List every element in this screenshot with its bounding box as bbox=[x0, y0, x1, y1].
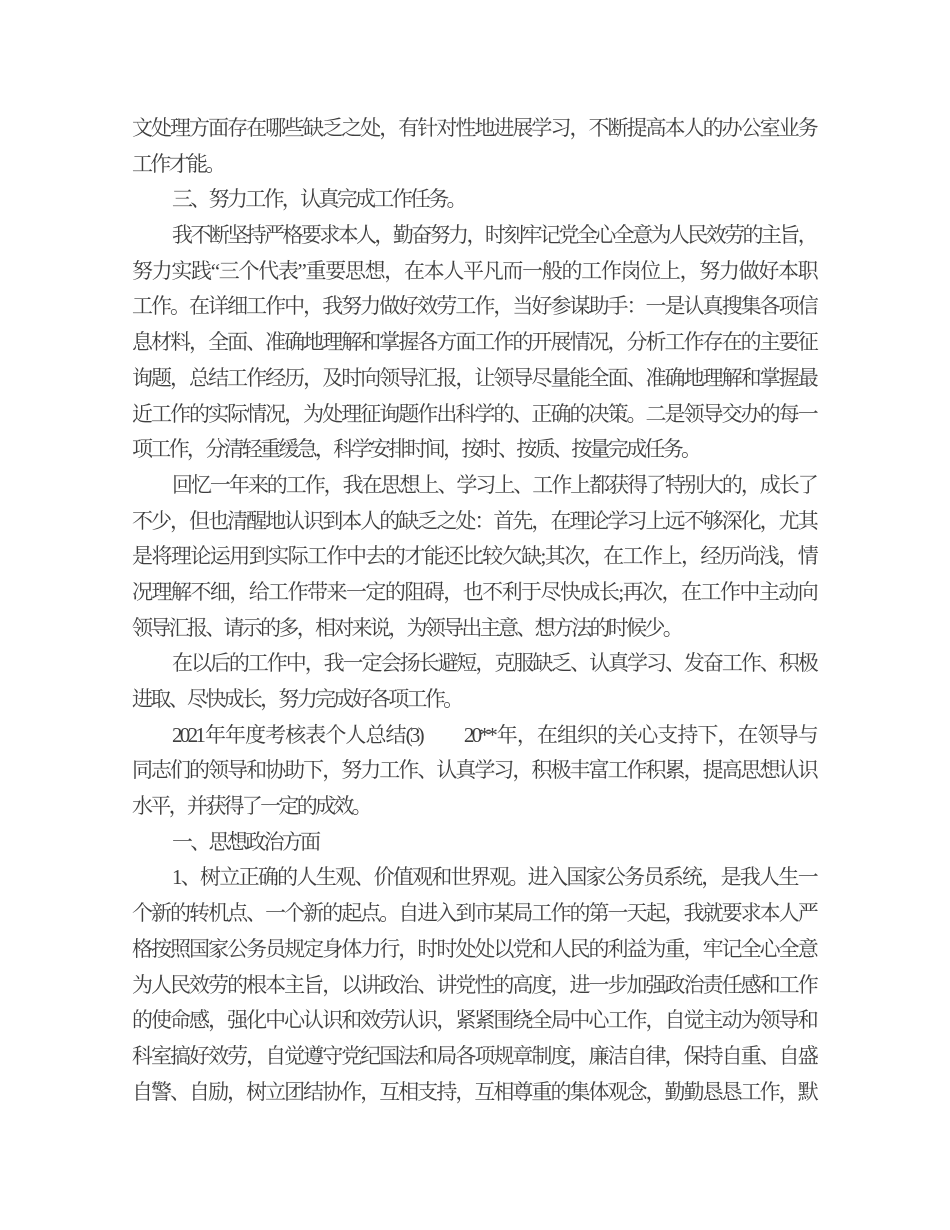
text-line: 近工作的实际情况，为处理征询题作出科学的、正确的决策。二是领导交办的每一 bbox=[132, 401, 816, 426]
text-line: 工作才能。 bbox=[132, 151, 224, 176]
text-column bbox=[132, 111, 816, 1110]
text-line: 不少，但也清醒地认识到本人的缺乏之处：首先，在理论学习上远不够深化，尤其 bbox=[132, 508, 816, 533]
text-line: 2021年年度考核表个人总结(3) 20**年，在组织的关心支持下，在领导与 bbox=[172, 722, 816, 747]
text-line: 格按照国家公务员规定身体力行，时时处处以党和人民的利益为重，牢记全心全意 bbox=[132, 936, 816, 961]
text-line: 水平，并获得了一定的成效。 bbox=[132, 794, 370, 819]
text-line: 是将理论运用到实际工作中去的才能还比较欠缺;其次，在工作上，经历尚浅，情 bbox=[132, 544, 816, 569]
text-line: 领导汇报、请示的多，相对来说，为领导出主意、想方法的时候少。 bbox=[132, 615, 681, 640]
text-line: 文处理方面存在哪些缺乏之处，有针对性地进展学习，不断提高本人的办公室业务 bbox=[132, 116, 816, 140]
text-line: 1、树立正确的人生观、价值观和世界观。进入国家公务员系统，是我人生一 bbox=[172, 865, 816, 890]
text-line: 自警、自励，树立团结协作，互相支持，互相尊重的集体观念，勤勤恳恳工作，默 bbox=[132, 1079, 816, 1104]
text-line: 进取、尽快成长，努力完成好各项工作。 bbox=[132, 687, 462, 711]
text-line: 努力实践“三个代表”重要思想，在本人平凡而一般的工作岗位上，努力做好本职 bbox=[132, 258, 816, 283]
text-line: 同志们的领导和协助下，努力工作、认真学习，积极丰富工作积累，提高思想认识 bbox=[132, 758, 816, 783]
text-line: 的使命感，强化中心认识和效劳认识，紧紧围绕全局中心工作，自觉主动为领导和 bbox=[132, 1008, 816, 1033]
text-line: 项工作，分清轻重缓急，科学安排时间，按时、按质、按量完成任务。 bbox=[132, 437, 700, 462]
text-line: 一、思想政治方面 bbox=[172, 829, 319, 854]
text-line: 我不断坚持严格要求本人，勤奋努力，时刻牢记党全心全意为人民效劳的主旨， bbox=[172, 223, 816, 248]
text-line: 为人民效劳的根本主旨，以讲政治、讲党性的高度，进一步加强政治责任感和工作 bbox=[132, 972, 816, 997]
text-line: 在以后的工作中，我一定会扬长避短，克服缺乏、认真学习、发奋工作、积极 bbox=[172, 651, 816, 676]
text-line: 工作。在详细工作中，我努力做好效劳工作，当好参谋助手：一是认真搜集各项信 bbox=[132, 294, 816, 319]
text-line: 息材料，全面、准确地理解和掌握各方面工作的开展情况，分析工作存在的主要征 bbox=[132, 330, 816, 355]
text-line: 回忆一年来的工作，我在思想上、学习上、工作上都获得了特别大的，成长了 bbox=[172, 472, 816, 497]
text-line: 科室搞好效劳，自觉遵守党纪国法和局各项规章制度，廉洁自律，保持自重、自盛 bbox=[132, 1043, 816, 1068]
text-line: 询题，总结工作经历，及时向领导汇报，让领导尽量能全面、准确地理解和掌握最 bbox=[132, 365, 816, 390]
text-line: 个新的转机点、一个新的起点。自进入到市某局工作的第一天起，我就要求本人严 bbox=[132, 901, 816, 926]
text-line: 三、努力工作，认真完成工作任务。 bbox=[172, 187, 465, 212]
text-line: 况理解不细，给工作带来一定的阻碍，也不利于尽快成长;再次，在工作中主动向 bbox=[132, 579, 816, 604]
